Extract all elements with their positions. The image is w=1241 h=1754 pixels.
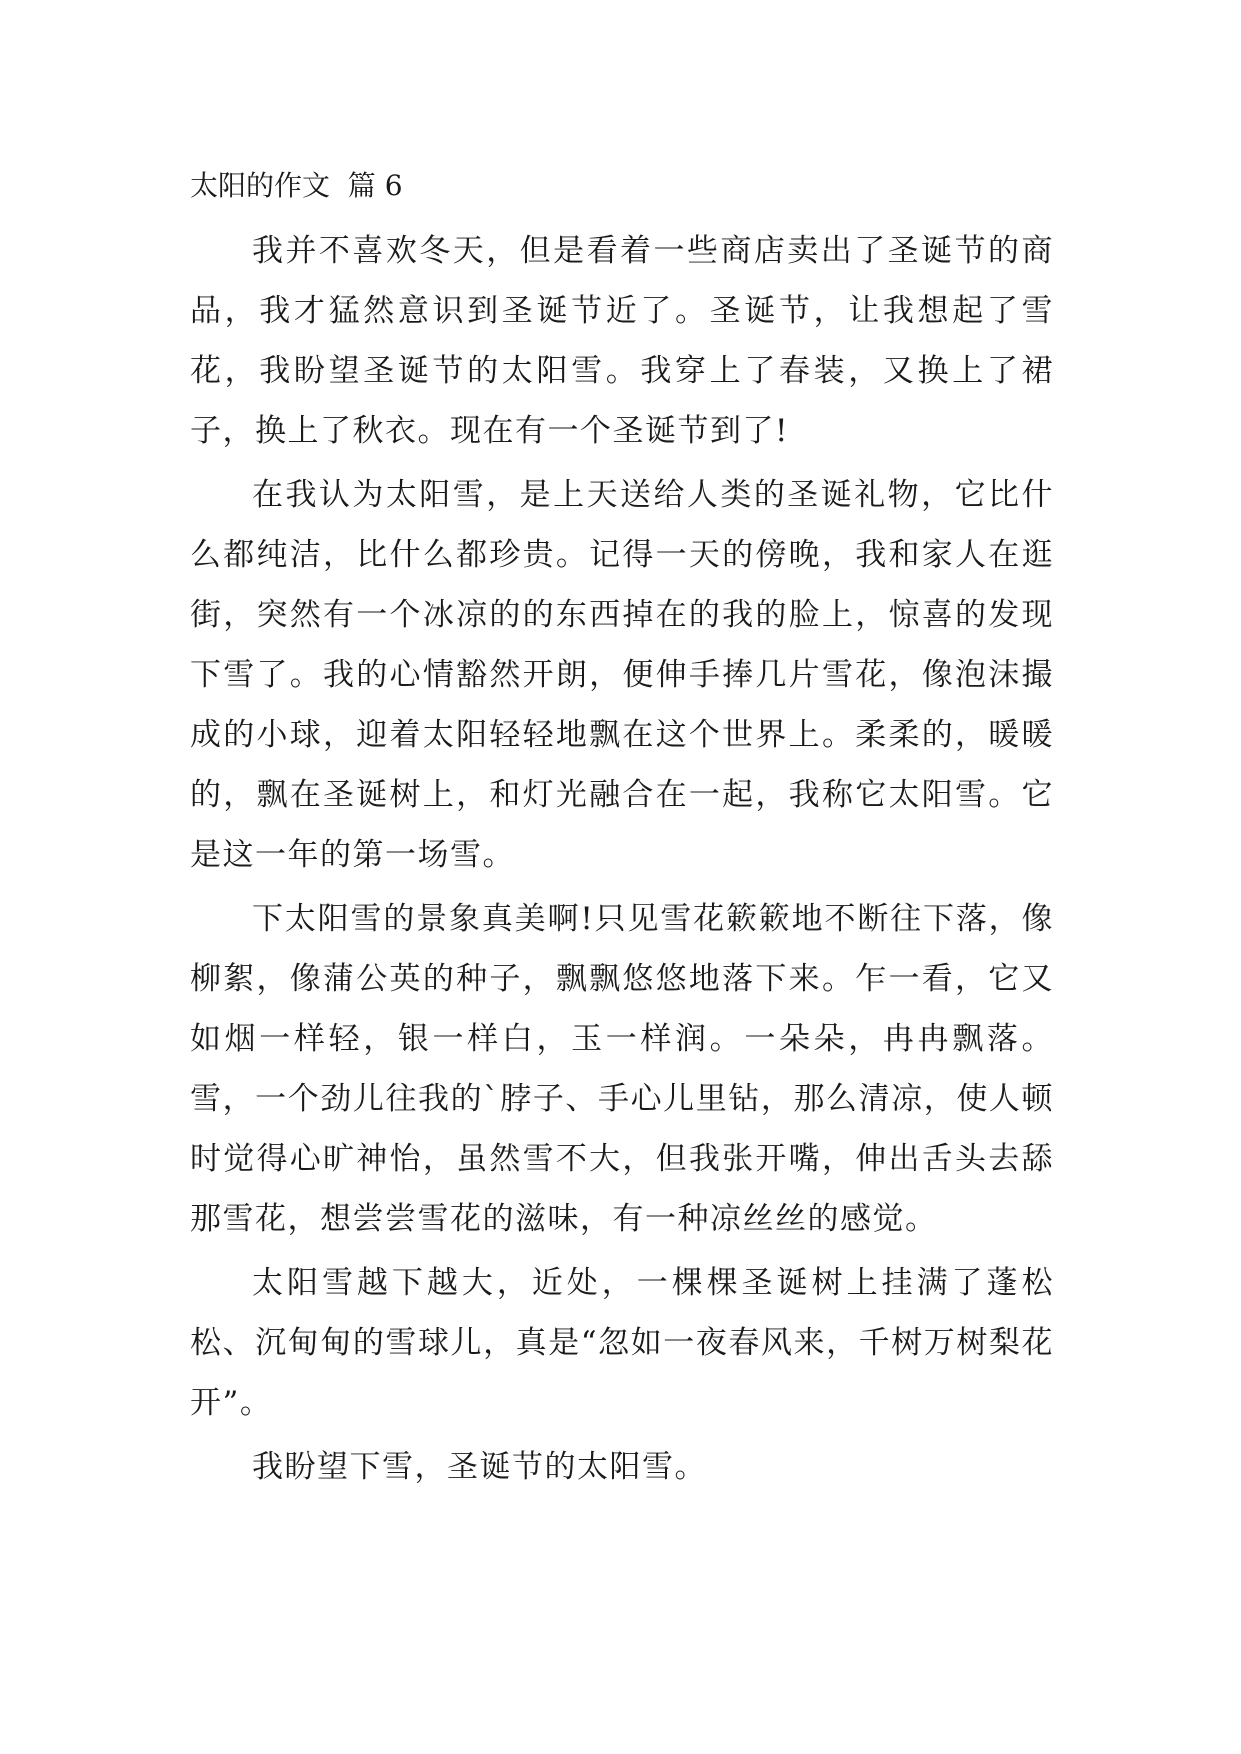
paragraph-4: 太阳雪越下越大，近处，一棵棵圣诞树上挂满了蓬松松、沉甸甸的雪球儿，真是“忽如一夜春风来，千树万树梨花开”。 — [190, 1265, 1054, 1421]
paragraph-2: 在我认为太阳雪，是上天送给人类的圣诞礼物，它比什么都纯洁，比什么都珍贵。记得一天的傍晚，我和家人在逛街，突然有一个冰凉的的东西掉在的我的脸上，惊喜的发现下雪了。我的心情豁然开朗，便伸手捧几片雪花，像泡沫撮成的小球，迎着太阳轻轻地飘在这个世界上。柔柔的，暖暖的，飘在圣诞树上，和灯光融合在一起，我称它太阳雪。它是这一年的第一场雪。 — [190, 477, 1054, 873]
document-title: 太阳的作文 篇 6 — [190, 169, 403, 202]
document-body — [190, 221, 1054, 1501]
paragraph-5: 我盼望下雪，圣诞节的太阳雪。 — [252, 1449, 707, 1485]
paragraph-1: 我并不喜欢冬天，但是看着一些商店卖出了圣诞节的商品，我才猛然意识到圣诞节近了。圣诞节，让我想起了雪花，我盼望圣诞节的太阳雪。我穿上了春装，又换上了裙子，换上了秋衣。现在有一个圣诞节到了! — [190, 233, 1054, 449]
paragraph-3: 下太阳雪的景象真美啊!只见雪花簌簌地不断往下落，像柳絮，像蒲公英的种子，飘飘悠悠地落下来。乍一看，它又如烟一样轻，银一样白，玉一样润。一朵朵，冉冉飘落。雪，一个劲儿往我的`脖子、手心儿里钻，那么清凉，使人顿时觉得心旷神怡，虽然雪不大，但我张开嘴，伸出舌头去舔那雪花，想尝尝雪花的滋味，有一种凉丝丝的感觉。 — [190, 901, 1054, 1237]
